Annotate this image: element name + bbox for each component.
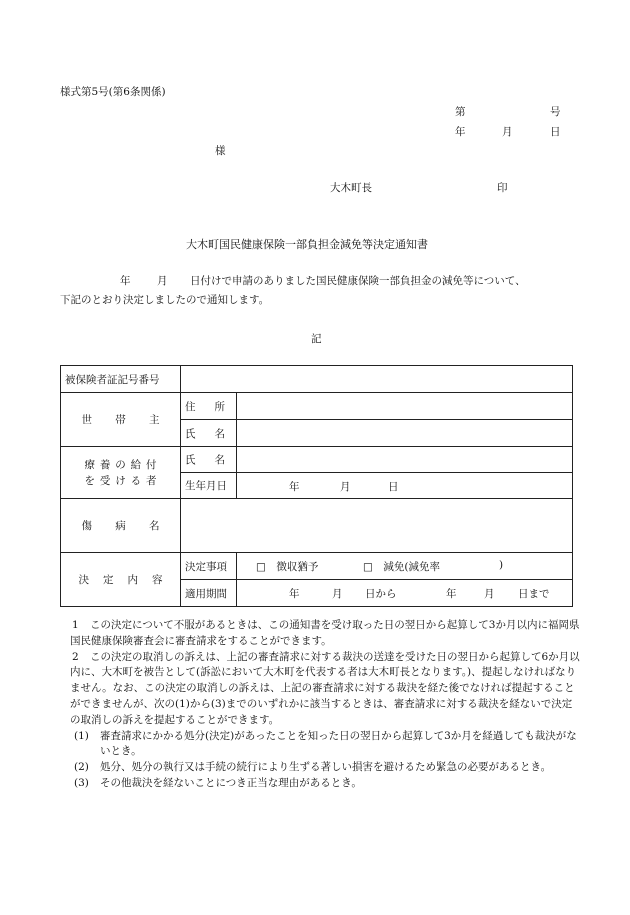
injury-label-cell: [61, 499, 181, 553]
address-label-cell: [181, 393, 237, 420]
intro-line1: 日付けで申請のありました国民健康保険一部負担金の減免等について、: [190, 275, 526, 287]
name-label2-cell: [181, 447, 237, 473]
note-1-text: この決定について不服があるときは、この通知書を受け取った日の翌日から起算して3か月以内に福岡県国民健康保険審査会に審査請求をすることができます。: [70, 619, 580, 647]
row-decision-matters: [61, 553, 573, 580]
sender-name: 大木町長: [330, 182, 372, 194]
dob-value: [237, 473, 573, 499]
document-title: 大木町国民健康保険一部負担金減免等決定通知書: [186, 238, 428, 251]
from-month: 月: [332, 588, 343, 600]
subnote-3: [60, 776, 580, 792]
subnote-1-text: 審査請求にかかる処分(決定)があったことを知った日の翌日から起算して3か月を経過しても裁決がないとき。: [100, 729, 577, 758]
seal-mark: 印: [497, 182, 508, 194]
to-year: 年: [446, 588, 457, 600]
insured-number-label: 被保険者証記号番号: [61, 366, 181, 393]
decision-label: 決定内容: [78, 574, 163, 586]
note-1-number: 1: [72, 619, 79, 631]
decision-matters-label: 決定事項: [181, 553, 237, 580]
dob-year: 年: [289, 481, 300, 493]
option-deferral: □ 徴収猶予: [256, 561, 319, 573]
household-head-label: 世帯主: [81, 414, 160, 426]
ki-heading: 記: [311, 333, 322, 345]
subnote-3-text: その他裁決を経ないことにつき正当な理由があるとき。: [100, 776, 362, 789]
date-day: 日: [550, 126, 561, 138]
row-injury: [61, 499, 573, 553]
period-label: 適用期間: [181, 580, 237, 607]
name-label: 氏名: [185, 427, 225, 440]
doc-number-suffix: 号: [550, 106, 561, 118]
beneficiary-name-value: [237, 447, 573, 473]
subnote-1: [60, 729, 580, 761]
household-head-cell: [61, 393, 181, 447]
row-beneficiary-name: [61, 447, 573, 473]
subnote-2-text: 処分、処分の執行又は手続の続行により生ずる著しい損害を避けるため緊急の必要があるとき。: [100, 761, 552, 774]
notes: [60, 618, 580, 792]
to-month: 月: [484, 588, 495, 600]
dob-day: 日: [388, 481, 399, 493]
address-label: 住所: [185, 400, 225, 413]
date-month: 月: [502, 126, 513, 138]
row-household-address: [61, 393, 573, 420]
decision-matters-value: [237, 553, 573, 580]
decision-label-cell: [61, 553, 181, 607]
beneficiary-cell: [61, 447, 181, 499]
from-day: 日から: [365, 588, 397, 600]
dob-label: 生年月日: [181, 473, 237, 499]
intro-line2: 下記のとおり決定しましたので通知します。: [60, 294, 270, 306]
note-2-text: この決定の取消しの訴えは、上記の審査請求に対する裁決の送達を受けた日の翌日から起算して6か月以内に、大木町を被告として(訴訟において大木町を代表する者は大木町長となります。)、提起しなければなりません。なお、この決定の取消しの訴えは、上記の審査請求に対する裁決を経た後でなければ提起することができませんが、次の(1)から(3)までのいずれかに該当するときは、審査請求に対する裁決を経ないで決定の取消しの訴えを提起することができます。: [70, 650, 580, 726]
dob-month: 月: [340, 481, 351, 493]
period-value: [237, 580, 573, 607]
form-number: 様式第5号(第6条関係): [60, 86, 166, 98]
subnote-3-number: (3): [74, 776, 89, 789]
address-value: [237, 393, 573, 420]
beneficiary-name-label: 氏名: [185, 454, 225, 466]
name-label-cell: [181, 420, 237, 447]
date-year: 年: [455, 126, 466, 138]
beneficiary-label-2: を受ける者: [84, 474, 157, 487]
subnote-2-number: (2): [74, 761, 89, 774]
to-day: 日まで: [518, 588, 550, 600]
option-reduction-close: ): [499, 559, 504, 571]
note-2: [60, 650, 580, 729]
household-name-value: [237, 420, 573, 447]
doc-number-prefix: 第: [455, 106, 466, 118]
intro-month: 月: [157, 275, 168, 287]
note-1: [60, 618, 580, 650]
note-2-number: 2: [72, 650, 79, 663]
option-reduction: □ 減免(減免率: [363, 561, 441, 573]
row-insured-number: [61, 366, 573, 393]
notice-table: [60, 365, 573, 607]
addressee-suffix: 様: [215, 145, 226, 157]
beneficiary-label-1: 療養の給付: [84, 458, 157, 471]
subnote-2: [60, 760, 580, 776]
intro-year: 年: [120, 275, 131, 287]
injury-label: 傷病名: [81, 520, 160, 532]
injury-value: [181, 499, 573, 553]
subnote-1-number: (1): [74, 729, 89, 742]
insured-number-value: [181, 366, 573, 393]
from-year: 年: [289, 588, 300, 600]
